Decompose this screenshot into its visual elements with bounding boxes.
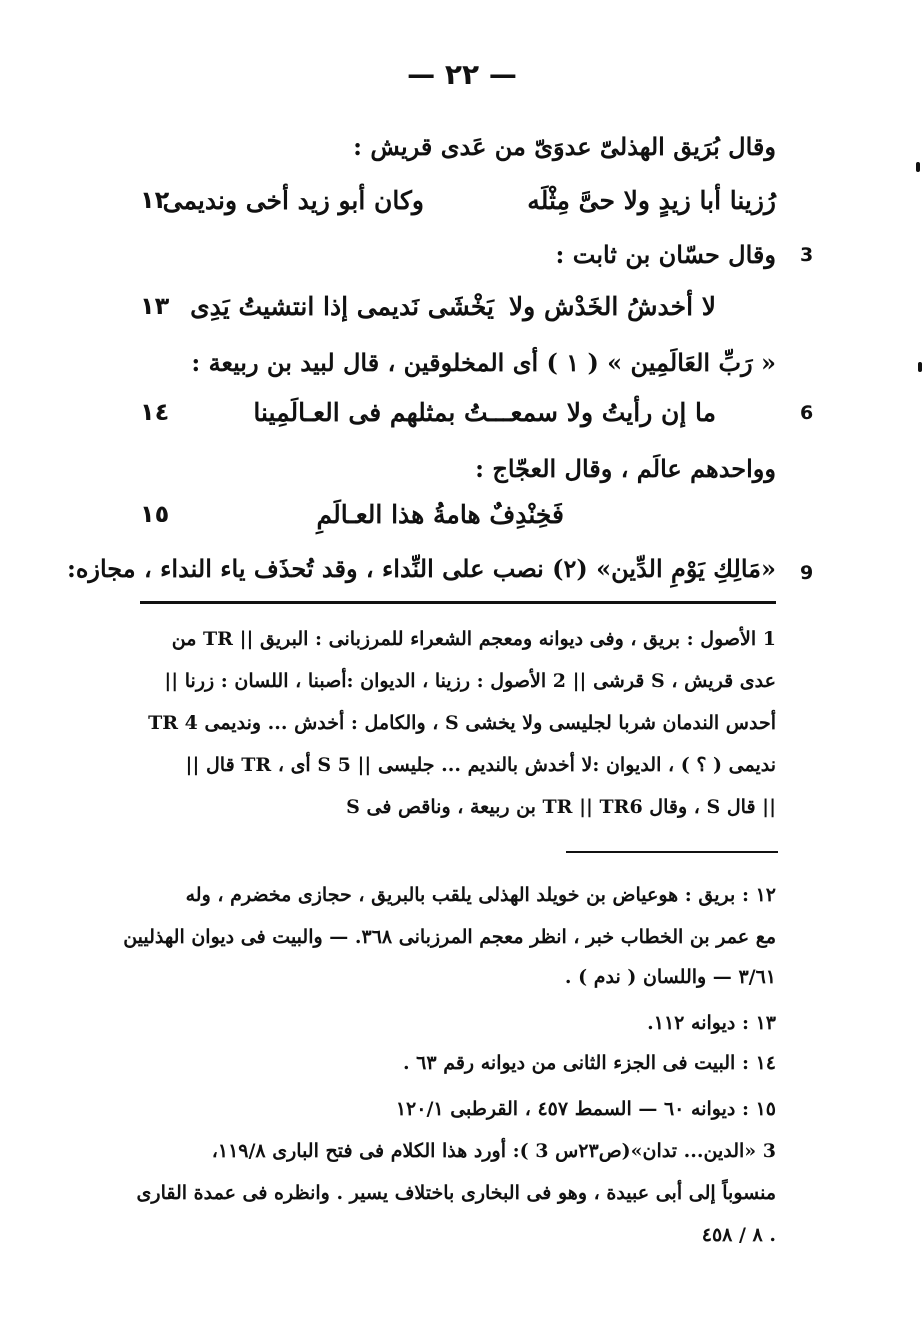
footnote-line: مع عمر بن الخطاب خبر ، انظر معجم المرزبانى ٣٦٨. — والبيت فى ديوان الهذليين xyxy=(123,926,776,948)
apparatus-line: S بن ربيعة ، وناقص فى TR || TR6 وقال ، S قال || xyxy=(346,796,776,818)
prose-line-9: «مَالِكِ يَوْمِ الدِّين» (٢) نصب على النِّداء ، وقد تُحذَف ياء النداء ، مجازه: xyxy=(66,554,776,583)
margin-number-3: 3 xyxy=(800,244,814,266)
verse-15-text: فَخِنْدِفٌ هامةُ هذا العـالَمِ xyxy=(316,500,564,529)
verse-13-number: ١٣ xyxy=(140,292,170,320)
prose-line-5: « رَبِّ العَالَمِين » ( ١ ) أى المخلوقين ، قال لبيد بن ربيعة : xyxy=(191,348,776,377)
prose-line-3: وقال حسّان بن ثابت : xyxy=(555,240,776,269)
footnote-rule xyxy=(566,851,778,853)
apparatus-line: عدى قريش ، S قرشى || 2 الأصول : رزينا ، الديوان :أصبنا ، اللسان : زرنا || xyxy=(164,670,776,692)
apparatus-line: نديمى ( ؟ ) ، الديوان :لا أخدش بالنديم ... جليسى || S 5 أى ، TR قال || xyxy=(185,754,776,776)
verse-14-first-hemistich: ما إن رأيتُ ولا سمعـــتُ بمثلهم فى العـالَمِينا xyxy=(253,398,716,427)
verse-12-first-hemistich: رُزينا أبا زيدٍ ولا حىَّ مِثْلَه xyxy=(527,186,776,215)
verse-12-number: ١٢ xyxy=(140,186,170,214)
margin-number-9: 9 xyxy=(800,562,814,584)
footnote-line: ٨ / ٤٥٨ . xyxy=(701,1224,776,1246)
apparatus-line: TR 4 والكامل : أخدش ... ونديمى ، S أحدس الندمان شربا لجليسى ولا يخشى xyxy=(148,712,776,734)
footnote-line: ١٤ : البيت فى الجزء الثانى من ديوانه رقم ٦٣ . xyxy=(402,1052,776,1074)
margin-number-6: 6 xyxy=(800,402,814,424)
verse-12-second-hemistich: وكان أبو زيد أخى ونديمى xyxy=(162,186,424,215)
footnote-line: ٣/٦١ — واللسان ( ندم ) . xyxy=(564,966,776,988)
verse-14-number: ١٤ xyxy=(140,398,170,426)
footnote-line: 3 «الدين... تدان»(ص٢٣س 3 ): أورد هذا الكلام فى فتح البارى ١١٩/٨، xyxy=(211,1140,776,1162)
main-separator-rule xyxy=(140,601,776,604)
verse-15-number: ١٥ xyxy=(140,500,170,528)
scan-edge-mark xyxy=(918,362,922,372)
verse-13-first-hemistich: لا أخدشُ الخَدْش ولا xyxy=(508,292,716,321)
verse-13-second-hemistich: يَخْشَى نَديمى إذا انتشيتُ يَدِى xyxy=(190,292,494,321)
footnote-line: ١٢ : بريق : هوعياض بن خويلد الهذلى يلقب بالبريق ، حجازى مخضرم ، وله xyxy=(185,884,776,906)
prose-line-1: وقال بُرَيق الهذلىّ عدوَىّ من عَدى قريش : xyxy=(353,132,776,161)
scan-edge-mark xyxy=(916,162,920,172)
prose-line-7: وواحدهم عالَم ، وقال العجّاج : xyxy=(475,454,776,483)
footnote-line: ١٥ : ديوانه ٦٠ — السمط ٤٥٧ ، القرطبى ١٢٠/١ xyxy=(395,1098,776,1120)
apparatus-line: 1 الأصول : بريق ، وفى ديوانه ومعجم الشعراء للمرزبانى : البريق || TR من xyxy=(171,628,776,650)
footnote-line: منسوباً إلى أبى عبيدة ، وهو فى البخارى باختلاف يسير . وانظره فى عمدة القارى xyxy=(136,1182,776,1204)
footnote-line: ١٣ : ديوانه ١١٢. xyxy=(647,1012,776,1034)
page-number: — ٢٢ — xyxy=(407,58,517,91)
